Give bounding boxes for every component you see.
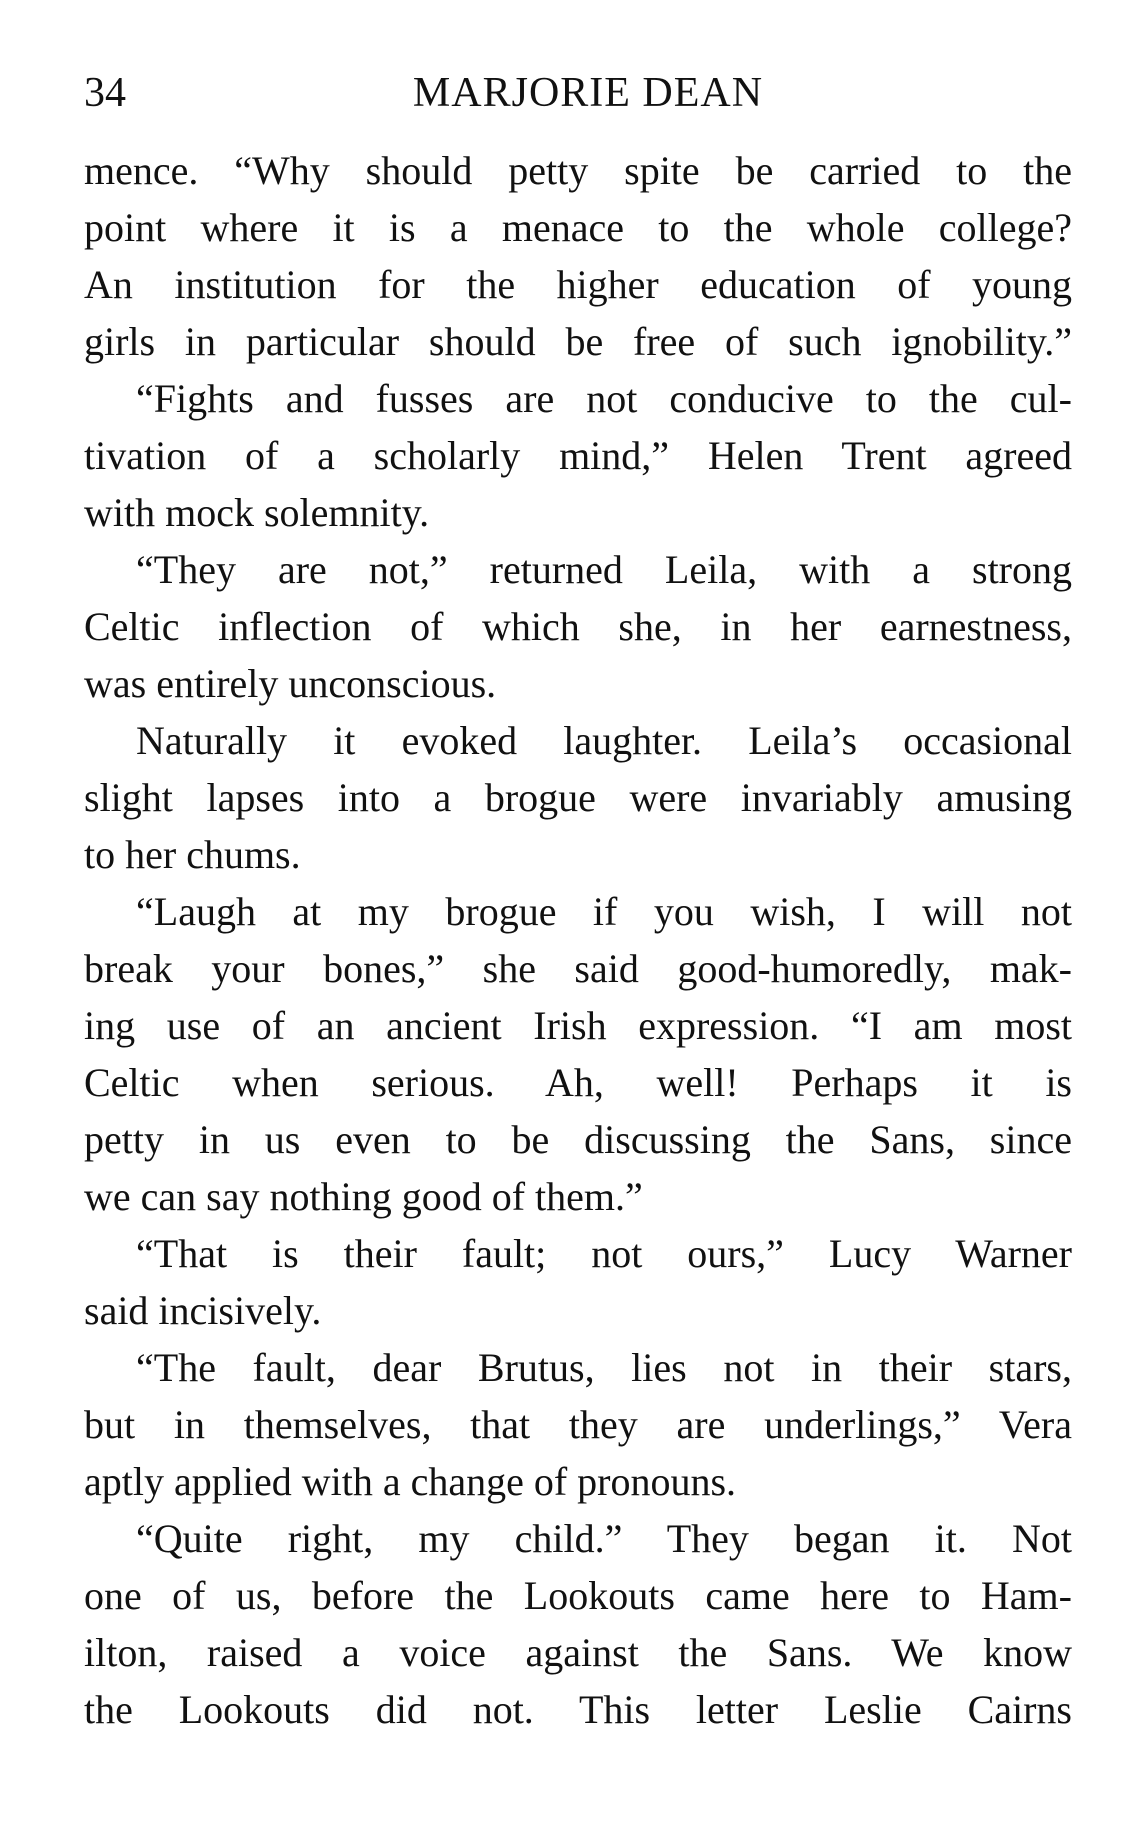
paragraph [84,883,1072,1225]
text-line: but in themselves, that they are underlings,” Vera [84,1402,1072,1447]
text-line: tivation of a scholarly mind,” Helen Trent agreed [84,433,1072,478]
text-line: “They are not,” returned Leila, with a strong [136,547,1072,592]
page-number: 34 [84,70,126,116]
text-line: aptly applied with a change of pronouns. [84,1459,737,1504]
text-line: girls in particular should be free of such ignobility.” [84,319,1072,364]
paragraph [84,1339,1072,1510]
paragraph [84,1510,1072,1738]
text-line: break your bones,” she said good-humoredly, mak- [84,946,1072,991]
text-line: Naturally it evoked laughter. Leila’s occasional [136,718,1072,763]
text-line: said incisively. [84,1288,322,1333]
text-line: petty in us even to be discussing the Sans, since [84,1117,1072,1162]
text-line: point where it is a menace to the whole college? [84,205,1072,250]
text-line: “Quite right, my child.” They began it. Not [136,1516,1072,1561]
paragraph [84,712,1072,883]
paragraph [84,1225,1072,1339]
text-line: we can say nothing good of them.” [84,1174,643,1219]
body-text [84,142,1072,1738]
book-page [84,60,1072,1738]
text-line: Celtic when serious. Ah, well! Perhaps it is [84,1060,1072,1105]
text-line: “Fights and fusses are not conducive to the cul- [136,376,1072,421]
text-line: one of us, before the Lookouts came here to Ham- [84,1573,1072,1618]
text-line: with mock solemnity. [84,490,430,535]
running-title: MARJORIE DEAN [412,70,764,116]
paragraph [84,541,1072,712]
text-line: “That is their fault; not ours,” Lucy Warner [136,1231,1072,1276]
text-line: “The fault, dear Brutus, lies not in their stars, [136,1345,1072,1390]
text-line: ing use of an ancient Irish expression. “I am most [84,1003,1072,1048]
text-line: An institution for the higher education of young [84,262,1072,307]
text-line: ilton, raised a voice against the Sans. We know [84,1630,1072,1675]
text-line: the Lookouts did not. This letter Leslie Cairns [84,1687,1072,1732]
text-line: Celtic inflection of which she, in her earnestness, [84,604,1072,649]
text-line: “Laugh at my brogue if you wish, I will not [136,889,1072,934]
running-head [84,60,1072,140]
text-line: to her chums. [84,832,301,877]
text-line: slight lapses into a brogue were invariably amusing [84,775,1072,820]
paragraph [84,142,1072,370]
paragraph [84,370,1072,541]
text-line: was entirely unconscious. [84,661,497,706]
text-line: mence. “Why should petty spite be carried to the [84,148,1072,193]
